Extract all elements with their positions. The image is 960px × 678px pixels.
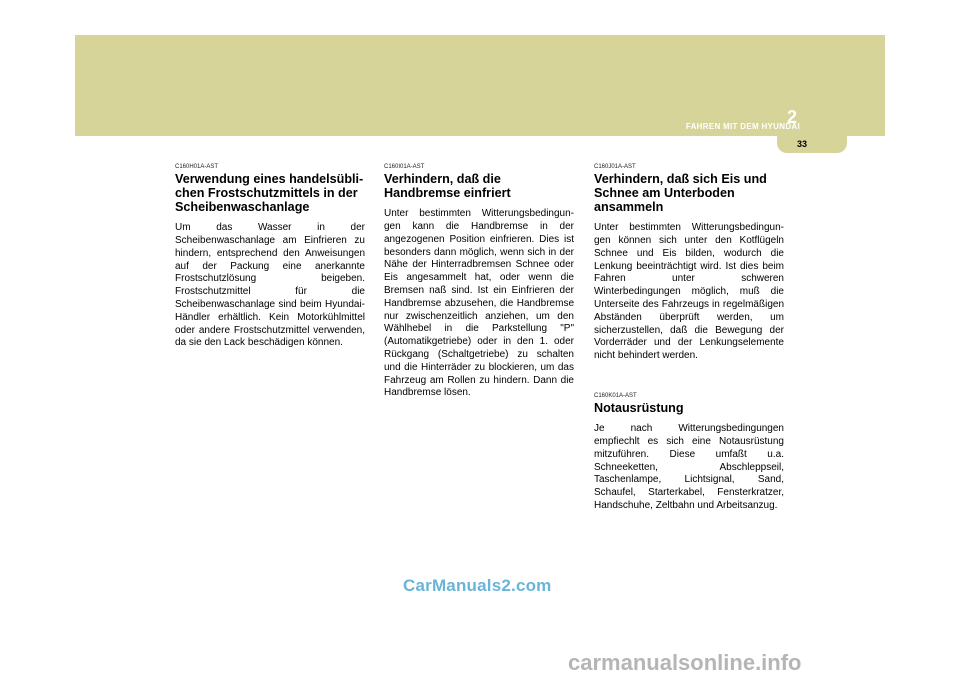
section-heading: Verhindern, daß die Handbremse einfriert [384,172,511,201]
section-heading: Verhindern, daß sich Eis und Schnee am Unterboden ansammeln [594,172,767,215]
section-body: Unter bestimmten Witterungsbedingun-gen kann die Handbremse in der angezogenen Position einfrieren. Dies ist besonders dann möglich, wenn sich in der Nähe der Hinterradbremsen Schnee oder Eis angesammelt hat, oder wenn die Bremsen naß sind. Ist ein Einfrieren der Handbremse abzusehen, die Handbremse nur zwischenzeitlich anziehen, um den Wählhebel in die Parkstellung "P" (Automatikgetriebe) oder in den 1. oder Rückgang (Schaltgetriebe) zu schalten und die Hinterräder zu blockieren, um das Fahrzeug am Rollen zu hindern. Dann die Handbremse lösen. [384,208,574,399]
column-1 [175,164,365,350]
section-code: C160J01A-AST [594,164,636,170]
section-body: Unter bestimmten Witterungsbedingun-gen können sich unter den Kotflügeln Schnee und Eis bilden, wodurch die Lenkung beeinträchtigt wird. Ist dies beim Fahren unter schweren Winterbedingungen möglich, muß die Unterseite des Fahrzeugs in regelmäßigen Abständen überprüft werden, um sicherzustellen, daß die Bewegung der Vorderräder und der Lenkungselemente nicht behindert werden. [594,222,784,362]
column-3 [594,164,784,513]
page-number: 33 [796,139,807,149]
page-tab [777,135,847,153]
header-bar [75,35,885,136]
section-code: C160K01A-AST [594,393,637,400]
section-code: C160H01A-AST [175,164,219,170]
section-body: Um das Wasser in der Scheibenwaschanlage am Einfrieren zu hindern, entsprechend den Anweisungen auf der Packung eine anerkannte Frostschutzlösung beigeben. Frostschutzmittel für die Scheibenwaschanlage sind beim Hyundai-Händler erhältlich. Kein Motorkühlmittel oder andere Frostschutzmittel verwenden, da sie den Lack beschädigen können. [175,222,365,349]
column-2 [384,164,574,400]
emergency-equipment-section [594,393,784,513]
section-heading: Notausrüstung [594,401,684,416]
section-heading: Verwendung eines handelsübli-chen Frostschutzmittels in der Scheibenwaschanlage [175,172,364,215]
watermark-text: carmanualsonline.info [568,650,802,675]
chapter-number: 2 [787,107,798,127]
section-code: C160I01A-AST [384,164,425,170]
section-title: FAHREN MIT DEM HYUNDAI [685,122,800,131]
section-body: Je nach Witterungsbedingungen empfiechlt es sich eine Notausrüstung mitzuführen. Diese umfaßt u.a. Schneeketten, Abschleppseil, Taschenlampe, Lichtsignal, Sand, Schaufel, Starterkabel, Fensterkratzer, Handschuhe, Zeltbahn und Arbeitsanzug. [594,423,784,511]
watermark-link[interactable]: CarManuals2.com [403,576,552,595]
